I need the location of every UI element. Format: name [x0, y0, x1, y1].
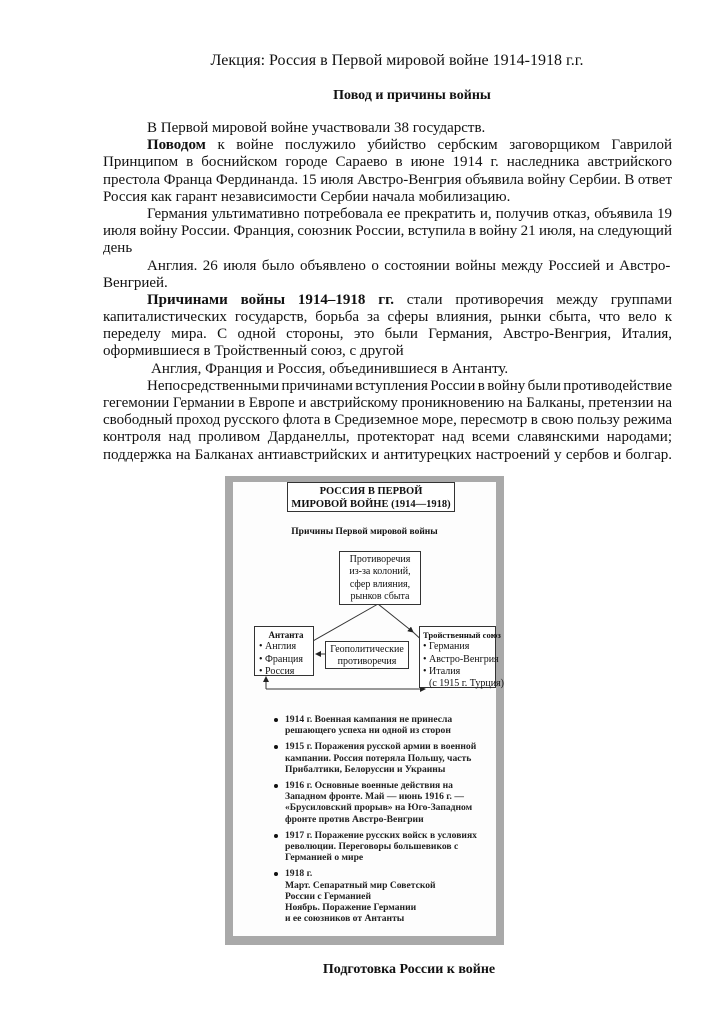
event-item	[273, 868, 495, 924]
triple-note: (с 1915 г. Турция)	[429, 678, 504, 690]
next-section-heading: Подготовка России к войне	[322, 962, 496, 977]
colonial-contradictions-box	[339, 551, 421, 605]
paragraph-line: гегемонии Германии в Европе и австрийскому проникновению на Балканы, претензии на	[103, 395, 673, 411]
diagram-figure	[225, 476, 504, 945]
events-list	[273, 714, 495, 929]
event-line: России с Германией	[285, 890, 371, 902]
paragraph-line: переделу мира. С одной стороны, это были Германия, Австро-Венгрия, Италия,	[103, 326, 672, 343]
paragraph-line: Россия как гарант независимости Сербии начала мобилизацию.	[103, 188, 511, 205]
event-line: Ноябрь. Поражение Германии	[285, 902, 417, 914]
event-line: кампании. Россия потеряла Польшу, часть	[285, 752, 472, 764]
event-line: Германией о мире	[285, 852, 364, 864]
paragraph-line: Непосредственными причинами вступления России в войну были противодействие	[147, 377, 672, 394]
figure-title-box	[287, 482, 455, 512]
paragraph-line: Англия. 26 июля было объявлено о состоянии войны между Россией и Австро-	[147, 257, 671, 274]
paragraph-line: капиталистических государств, борьба за сферы влияния, рынки сбыта, что вело к	[103, 309, 672, 326]
paragraph-line: престола Франца Фердинанда. 15 июля Австро-Венгрия объявила войну Сербии. В ответ	[103, 171, 672, 188]
causes-heading: Причины Первой мировой войны	[291, 527, 438, 537]
paragraph: Англия, Франция и Россия, объединившиеся в Антанту.	[151, 360, 509, 377]
event-line: решающего успеха ни одной из сторон	[285, 725, 451, 737]
figure-title-line: МИРОВОЙ ВОЙНЕ (1914—1918)	[291, 499, 451, 510]
paragraph-line: оформившиеся в Тройственный союз, с другой	[103, 343, 404, 360]
event-line: Западном фронте. Май — июнь 1916 г. —	[285, 791, 464, 803]
lecture-title: Лекция: Россия в Первой мировой войне 1914-1918 г.г.	[210, 52, 584, 69]
figure-title-line: РОССИЯ В ПЕРВОЙ	[319, 486, 423, 497]
paragraph-line	[103, 137, 672, 154]
entente-box	[254, 626, 314, 676]
event-line: Прибалтики, Белоруссии и Украины	[285, 763, 446, 775]
paragraph-line: день	[103, 240, 133, 257]
paragraph-line: Германия ультимативно потребовала ее прекратить и, получив отказ, объявила 19	[147, 205, 672, 222]
triple-member: • Германия	[423, 641, 470, 653]
triple-alliance-box	[419, 626, 504, 690]
text: к войне послужило убийство сербским заговорщиком Гаврилой	[205, 137, 672, 154]
body-text	[103, 120, 672, 464]
triple-member: • Италия	[423, 665, 461, 677]
entente-heading: Антанта	[268, 630, 304, 640]
event-line: «Брусиловский прорыв» на Юго-Западном	[285, 802, 473, 814]
event-item	[273, 830, 495, 864]
paragraph-line: Венгрией.	[103, 274, 168, 291]
event-item	[273, 714, 495, 736]
event-line: 1916 г. Основные военные действия на	[285, 780, 453, 792]
geopolitical-box	[325, 641, 409, 669]
event-line: 1915 г. Поражения русской армии в военной	[285, 741, 477, 753]
triple-member: • Австро-Венгрия	[423, 653, 499, 665]
section-heading: Повод и причины войны	[333, 88, 491, 103]
triple-heading: Тройственный союз	[423, 630, 501, 640]
bold-term: Поводом	[147, 137, 206, 154]
bold-term: Причинами войны 1914–1918 гг.	[147, 291, 394, 308]
event-line: и ее союзников от Антанты	[285, 913, 405, 925]
paragraph: В Первой мировой войне участвовали 38 государств.	[147, 120, 486, 136]
paragraph-line: Принципом в боснийском городе Сараево в июне 1914 г. наследника австрийского	[103, 154, 672, 171]
paragraph-line: свободный проход русского флота в Средиземное море, пересмотр в свою пользу режима	[103, 412, 672, 429]
event-line: революции. Переговоры большевиков с	[285, 841, 459, 853]
paragraph-line: контроля над проливом Дарданеллы, протекторат над всеми славянскими народами;	[103, 429, 672, 446]
event-line: 1914 г. Военная кампания не принесла	[285, 714, 453, 725]
box-line: Противоречия	[349, 554, 411, 565]
entente-member: • Франция	[259, 653, 303, 665]
box-line: сфер влияния,	[349, 578, 411, 590]
entente-member: • Англия	[259, 641, 297, 653]
event-line: 1918 г.	[285, 868, 313, 880]
box-line: Геополитические	[330, 644, 404, 655]
event-item	[273, 780, 495, 825]
paragraph-line: поддержка на Балканах антиавстрийских и антитурецких настроений у сербов и болгар.	[103, 446, 672, 463]
paragraph-line	[103, 292, 672, 309]
box-line: рынков сбыта	[350, 590, 410, 602]
event-line: Март. Сепаратный мир Советской	[285, 879, 436, 891]
paragraph-line: июля войну России. Франция, союзник России, вступила в войну 21 июля, на следующий	[103, 223, 672, 240]
event-item	[273, 741, 495, 775]
event-line: фронте против Австро-Венгрии	[285, 813, 424, 825]
entente-member: • Россия	[259, 665, 295, 677]
box-line: противоречия	[337, 656, 397, 668]
event-line: 1917 г. Поражение русских войск в условиях	[285, 829, 477, 841]
text: стали противоречия между группами	[393, 291, 672, 308]
box-line: из-за колоний,	[349, 566, 411, 578]
